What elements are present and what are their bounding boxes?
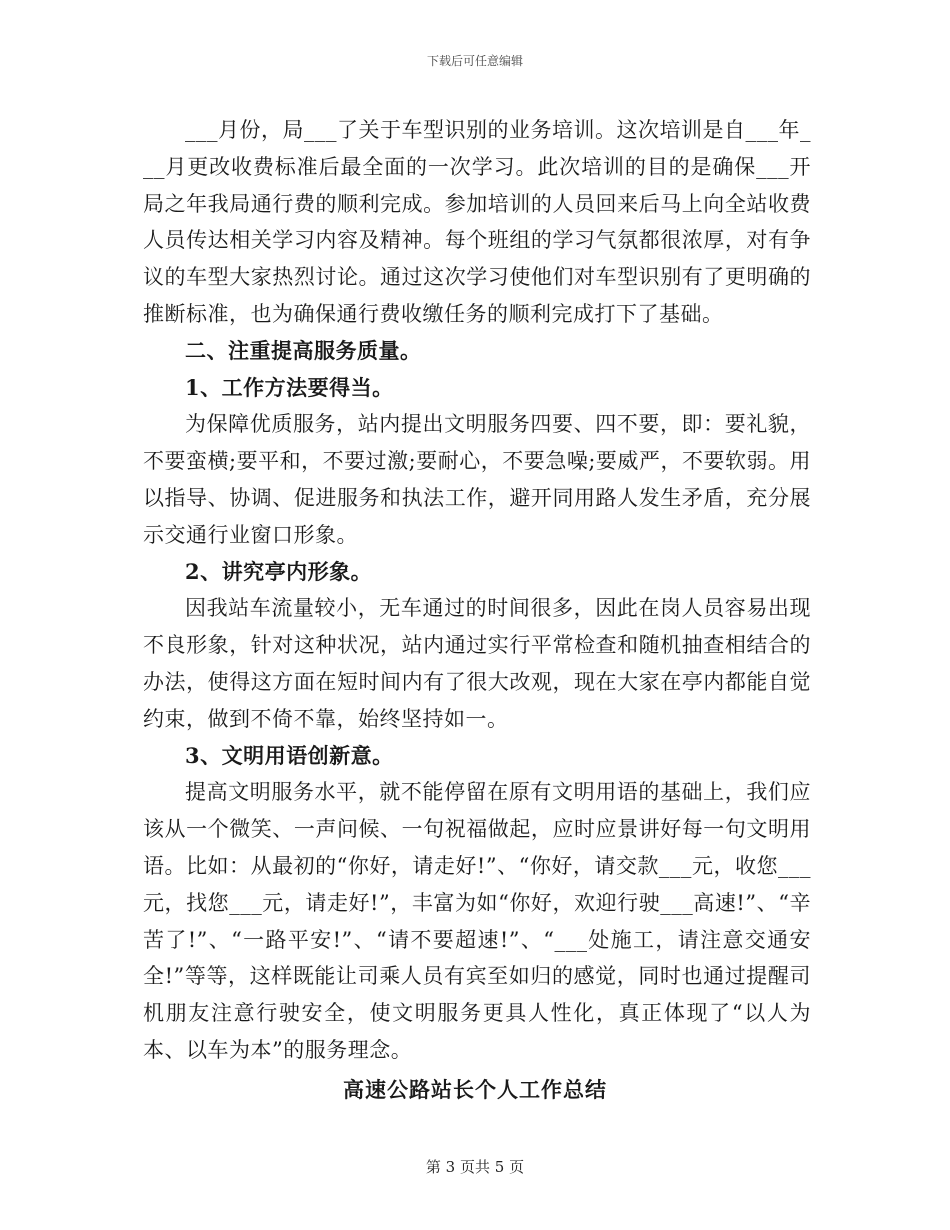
subheading-civil-language: 3、文明用语创新意。 [185, 742, 394, 768]
subheading-booth-image: 2、讲究亭内形象。 [185, 558, 373, 584]
page-header: 下载后可任意编辑 [426, 54, 523, 68]
paragraph-civil-language: 提高文明服务水平，就不能停留在原有文明用语的基础上，我们应该从一个微笑、一声问候、一句祝福做起，应时应景讲好每一句文明用语。比如：从最初的“你好，请走好!”、“你好，请交款___元，收您___元，找您___元，请走好!”，丰富为如“你好，欢迎行驶___高速!”、“辛苦了!”、“一路平安!”、“请不要超速!”、“___处施工，请注意交通安全!”等等，这样既能让司乘人员有宾至如归的感觉，同时也通过提醒司机朋友注意行驶安全，使文明服务更具人性化，真正体现了“以人为本、以车为本”的服务理念。 [143, 780, 811, 1062]
paragraph-work-method: 为保障优质服务，站内提出文明服务四要、四不要，即：要礼貌，不要蛮横;要平和，不要过激;要耐心，不要急噪;要威严，不要软弱。用以指导、协调、促进服务和执法工作，避开同用路人发生矛盾，充分展示交通行业窗口形象。 [143, 412, 811, 547]
subheading-work-method: 1、工作方法要得当。 [185, 374, 394, 400]
paragraph-training: ___月份，局___了关于车型识别的业务培训。这次培训是自___年___月更改收费标准后最全面的一次学习。此次培训的目的是确保___开局之年我局通行费的顺利完成。参加培训的人员回来后马上向全站收费人员传达相关学习内容及精神。每个班组的学习气氛都很浓厚，对有争议的车型大家热烈讨论。通过这次学习使他们对车型识别有了更明确的推断标准，也为确保通行费收缴任务的顺利完成打下了基础。 [143, 118, 811, 326]
section-heading-service-quality: 二、注重提高服务质量。 [185, 337, 422, 363]
document-title: 高速公路站长个人工作总结 [343, 1077, 607, 1102]
paragraph-booth-image: 因我站车流量较小，无车通过的时间很多，因此在岗人员容易出现不良形象，针对这种状况，站内通过实行平常检查和随机抽查相结合的办法，使得这方面在短时间内有了很大改观，现在大家在亭内都能自觉约束，做到不倚不靠，始终坚持如一。 [143, 596, 811, 731]
document-body [143, 112, 811, 1069]
page-footer: 第 3 页共 5 页 [425, 1158, 525, 1176]
